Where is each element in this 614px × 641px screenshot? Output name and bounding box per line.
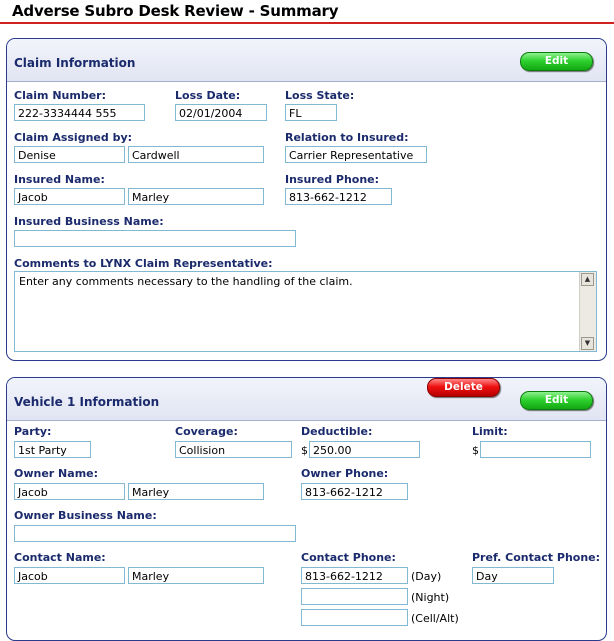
insured-name-label: Insured Name: [14,173,105,186]
deductible-label: Deductible: [301,425,373,438]
title-divider [0,22,614,24]
contact-phone-label: Contact Phone: [301,551,396,564]
insured-business-name-label: Insured Business Name: [14,215,164,228]
vehicle-edit-button[interactable]: Edit [520,391,593,410]
owner-name-label: Owner Name: [14,467,99,480]
relation-to-insured-label: Relation to Insured: [285,131,409,144]
deductible-field[interactable]: 250.00 [309,441,420,458]
claim-assigned-label: Claim Assigned by: [14,131,133,144]
comments-scrollbar[interactable] [579,272,596,351]
owner-last-name-field[interactable]: Marley [128,483,264,500]
contact-name-label: Contact Name: [14,551,106,564]
night-label: (Night) [411,591,450,604]
coverage-field[interactable]: Collision [175,441,292,458]
owner-business-name-label: Owner Business Name: [14,509,157,522]
page-title: Adverse Subro Desk Review - Summary [12,2,339,20]
party-label: Party: [14,425,52,438]
pref-contact-phone-field[interactable]: Day [472,567,554,584]
insured-phone-field[interactable]: 813-662-1212 [285,188,392,205]
deductible-currency: $ [301,444,308,457]
claim-number-field[interactable]: 222-3334444 555 [14,104,145,121]
pref-contact-phone-label: Pref. Contact Phone: [472,551,601,564]
contact-phone-cell-field[interactable] [301,609,408,626]
scroll-up-icon[interactable]: ▲ [581,273,594,286]
scroll-down-icon[interactable]: ▼ [581,337,594,350]
comments-textarea[interactable] [14,271,597,352]
cell-alt-label: (Cell/Alt) [411,612,459,625]
claim-panel-header [7,39,606,82]
vehicle-panel-header [7,378,606,421]
owner-phone-field[interactable]: 813-662-1212 [301,483,408,500]
contact-last-name-field[interactable]: Marley [128,567,264,584]
assigned-first-name-field[interactable]: Denise [14,146,125,163]
comments-label: Comments to LYNX Claim Representative: [14,257,273,270]
loss-state-label: Loss State: [285,89,355,102]
vehicle-section-title: Vehicle 1 Information [14,395,160,409]
claim-number-label: Claim Number: [14,89,106,102]
vehicle-delete-button[interactable]: Delete [427,378,500,397]
insured-phone-label: Insured Phone: [285,173,380,186]
contact-first-name-field[interactable]: Jacob [14,567,125,584]
contact-phone-day-field[interactable]: 813-662-1212 [301,567,408,584]
insured-business-name-field[interactable] [14,230,296,247]
owner-business-name-field[interactable] [14,525,296,542]
relation-to-insured-field[interactable]: Carrier Representative [285,146,427,163]
loss-state-field[interactable]: FL [285,104,337,121]
claim-information-panel [6,38,607,361]
insured-first-name-field[interactable]: Jacob [14,188,125,205]
coverage-label: Coverage: [175,425,238,438]
assigned-last-name-field[interactable]: Cardwell [128,146,264,163]
day-label: (Day) [411,570,442,583]
owner-phone-label: Owner Phone: [301,467,389,480]
limit-field[interactable] [480,441,591,458]
claim-edit-button[interactable]: Edit [520,52,593,71]
claim-section-title: Claim Information [14,56,136,70]
loss-date-label: Loss Date: [175,89,241,102]
limit-currency: $ [472,444,479,457]
contact-phone-night-field[interactable] [301,588,408,605]
owner-first-name-field[interactable]: Jacob [14,483,125,500]
insured-last-name-field[interactable]: Marley [128,188,264,205]
loss-date-field[interactable]: 02/01/2004 [175,104,267,121]
comments-text: Enter any comments necessary to the handling of the claim. [19,275,353,288]
vehicle-information-panel [6,377,607,641]
party-field[interactable]: 1st Party [14,441,91,458]
limit-label: Limit: [472,425,508,438]
